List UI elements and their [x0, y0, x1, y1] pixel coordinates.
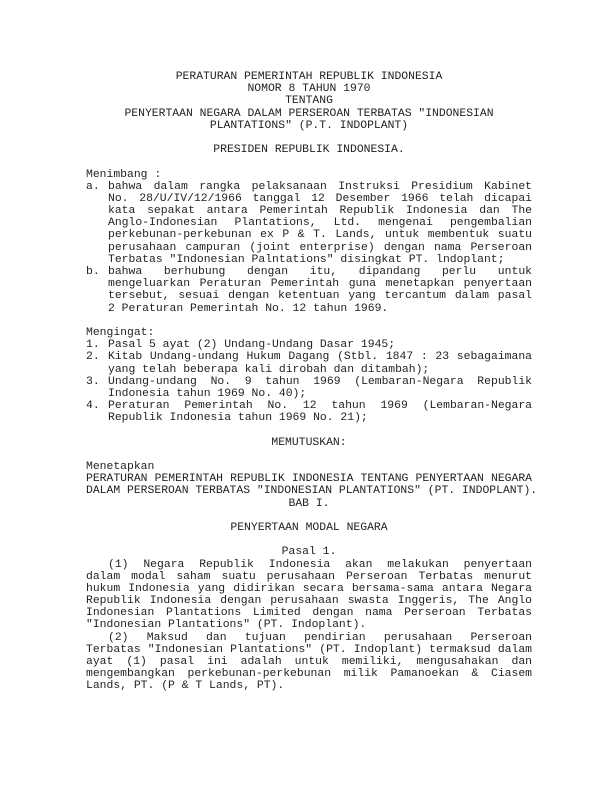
line-text: yang telah beberapa kali dirobah dan ditambah); [108, 363, 430, 376]
text-line [86, 229, 532, 241]
text-line [86, 388, 532, 400]
heading-line [86, 71, 532, 83]
text-line [86, 351, 532, 363]
blank-line [86, 510, 532, 522]
text-line [86, 583, 532, 595]
list-marker: 4. [86, 400, 100, 413]
heading-line [86, 546, 532, 558]
line-text: PENYERTAAN MODAL NEGARA [230, 521, 388, 534]
blank-line [86, 449, 532, 461]
text-line [86, 364, 532, 376]
list-marker: b. [86, 266, 100, 278]
text-line [86, 169, 532, 181]
line-text: PRESIDEN REPUBLIK INDONESIA. [213, 144, 405, 157]
line-text: Kitab Undang-undang Hukum Dagang (Stbl. 1847 : 23 sebagaimana [108, 351, 532, 364]
list-marker: a. [86, 180, 100, 193]
text-line [86, 680, 532, 692]
line-text: 2 Peraturan Pemerintah No. 12 tahun 1969. [108, 302, 389, 315]
line-text: dalam modal saham suatu perusahaan Perseroan Terbatas menurut [86, 570, 532, 583]
list-marker: 1. [86, 339, 100, 352]
line-text: MEMUTUSKAN: [271, 436, 347, 449]
line-text: Republik Indonesia dengan perusahaan swasta Inggeris, The Anglo [86, 595, 532, 608]
line-text: bahwa dalam rangka pelaksanaan Instruksi Presidium Kabinet [108, 180, 532, 193]
blank-line [86, 315, 532, 327]
line-text: ayat (1) pasal ini adalah untuk memiliki, mengusahakan dan [86, 656, 532, 668]
heading-line [86, 144, 532, 156]
heading-line [86, 95, 532, 107]
heading-line [86, 108, 532, 120]
heading-line [86, 522, 532, 534]
text-line [86, 278, 532, 290]
line-text: kata sepakat antara Pemerintah Republik Indonesia dan The [108, 205, 532, 218]
text-line [86, 656, 532, 668]
document-page [86, 71, 538, 693]
text-line [86, 559, 532, 571]
text-line [86, 181, 532, 193]
heading-line [86, 120, 532, 132]
text-line [86, 668, 532, 680]
line-text: bahwa berhubung dengan itu, dipandang perlu untuk [108, 266, 532, 278]
line-text: Indonesia tahun 1969 No. 40); [108, 387, 307, 400]
list-marker: 2. [86, 351, 100, 364]
text-line [86, 254, 532, 266]
line-text: PENYERTAAN NEGARA DALAM PERSEROAN TERBATAS "INDONESIAN [124, 107, 494, 120]
text-line [86, 339, 532, 351]
line-text: perkebunan-perkebunan ex P & T. Lands, untuk membentuk suatu [108, 229, 532, 242]
line-text: Anglo-Indonesian Plantations, Ltd. mengenai pengembalian [108, 217, 532, 230]
text-line [86, 400, 532, 412]
text-line [86, 327, 532, 339]
text-line [86, 266, 532, 278]
text-line [86, 473, 532, 485]
line-text: Peraturan Pemerintah No. 12 tahun 1969 (Lembaran-Negara [108, 400, 532, 413]
line-text: Terbatas "Indonesian Plantations" (PT. Indoplant) termaksud dalam [86, 643, 532, 656]
text-line [86, 607, 532, 619]
text-line [86, 571, 532, 583]
line-text: Menetapkan [86, 461, 155, 473]
heading-line [86, 83, 532, 95]
line-text: Pasal 5 ayat (2) Undang-Undang Dasar 1945; [108, 339, 396, 352]
line-text: Mengingat: [86, 326, 155, 339]
list-marker: 3. [86, 375, 100, 388]
line-text: NOMOR 8 TAHUN 1970 [247, 83, 371, 96]
line-text: BAB I. [288, 497, 330, 510]
text-line [86, 644, 532, 656]
line-text: perusahaan campuran (joint enterprise) dengan nama Perseroan [108, 241, 532, 254]
text-line [86, 290, 532, 302]
line-text: DALAM PERSEROAN TERBATAS "INDONESIAN PLANTATIONS" (PT. INDOPLANT). [86, 485, 538, 498]
line-text: TENTANG [285, 95, 333, 108]
line-text: Lands, PT. (P & T Lands, PT). [86, 680, 285, 693]
text-line [86, 303, 532, 315]
blank-line [86, 132, 532, 144]
line-text: Terbatas "Indonesian Palntations" disingkat PT. lndoplant; [108, 253, 505, 266]
line-text: No. 28/U/IV/12/1966 tanggal 12 Desember 1966 telah dicapai [108, 192, 532, 205]
text-line [86, 193, 532, 205]
text-line [86, 412, 532, 424]
line-text: Indonesian Plantations Limited dengan nama Perseroan Terbatas [86, 607, 532, 620]
text-line [86, 595, 532, 607]
line-text: mengeluarkan Peraturan Pemerintah guna menetapkan penyertaan [108, 278, 532, 291]
heading-line [86, 437, 532, 449]
text-line [86, 632, 532, 644]
line-text: PERATURAN PEMERINTAH REPUBLIK INDONESIA [175, 71, 443, 83]
text-line [86, 619, 532, 631]
line-text: mengembangkan perkebunan-perkebunan milik Pamanoekan & Ciasem [86, 668, 532, 681]
line-text: Menimbang : [86, 168, 162, 181]
line-text: Pasal 1. [281, 546, 337, 559]
text-line [86, 242, 532, 254]
heading-line [86, 498, 532, 510]
line-text: (2) Maksud dan tujuan pendirian perusahaan Perseroan [108, 631, 532, 644]
line-text: PLANTATIONS" (P.T. INDOPLANT) [209, 119, 409, 132]
line-text: hukum Indonesia yang didirikan secara bersama-sama antara Negara [86, 582, 532, 595]
line-text: "Indonesian Plantations" (PT. Indoplant). [86, 619, 367, 632]
text-line [86, 217, 532, 229]
line-text: Republik Indonesia tahun 1969 No. 21); [108, 412, 368, 425]
text-line [86, 205, 532, 217]
line-text: tersebut, sesuai dengan ketentuan yang tercantum dalam pasal [108, 290, 532, 303]
line-text: (1) Negara Republik Indonesia akan melakukan penyertaan [108, 558, 532, 571]
blank-line [86, 156, 532, 168]
line-text: Undang-undang No. 9 tahun 1969 (Lembaran-Negara Republik [108, 375, 532, 388]
blank-line [86, 424, 532, 436]
text-line [86, 376, 532, 388]
text-line [86, 485, 538, 498]
blank-line [86, 534, 532, 546]
text-line [86, 461, 532, 473]
line-text: PERATURAN PEMERINTAH REPUBLIK INDONESIA TENTANG PENYERTAAN NEGARA [86, 473, 532, 486]
